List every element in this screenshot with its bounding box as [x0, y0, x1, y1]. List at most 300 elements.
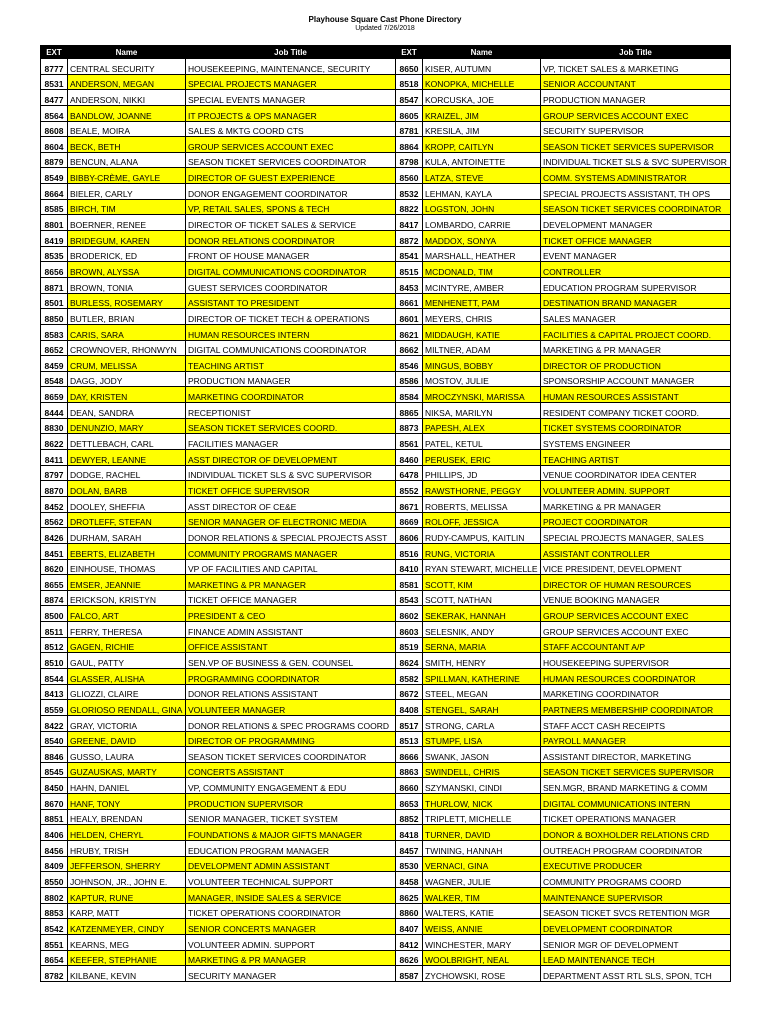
cell-ext-left: 8477	[41, 90, 68, 106]
cell-ext-left: 8871	[41, 277, 68, 293]
cell-title-right: ASSISTANT CONTROLLER	[541, 543, 731, 559]
cell-name-left: BROWN, ALYSSA	[68, 262, 186, 278]
cell-ext-right: 8515	[396, 262, 423, 278]
table-row	[41, 277, 731, 293]
cell-title-right: PRODUCTION MANAGER	[541, 90, 731, 106]
cell-title-right: STAFF ACCOUNTANT A/P	[541, 637, 731, 653]
cell-name-left: KEARNS, MEG	[68, 934, 186, 950]
cell-name-left: DAY, KRISTEN	[68, 387, 186, 403]
cell-name-right: MEYERS, CHRIS	[423, 309, 541, 325]
cell-name-left: HANF, TONY	[68, 794, 186, 810]
cell-name-right: MIDDAUGH, KATIE	[423, 324, 541, 340]
cell-name-left: DETTLEBACH, CARL	[68, 434, 186, 450]
table-row	[41, 215, 731, 231]
cell-title-right: FACILITIES & CAPITAL PROJECT COORD.	[541, 324, 731, 340]
cell-ext-left: 8802	[41, 887, 68, 903]
table-row	[41, 90, 731, 106]
cell-name-right: SCOTT, KIM	[423, 575, 541, 591]
cell-ext-right: 8586	[396, 371, 423, 387]
cell-ext-right: 8412	[396, 934, 423, 950]
table-row	[41, 668, 731, 684]
cell-name-right: WALTERS, KATIE	[423, 903, 541, 919]
cell-name-left: BEALE, MOIRA	[68, 121, 186, 137]
cell-ext-right: 8408	[396, 700, 423, 716]
table-row	[41, 731, 731, 747]
cell-name-left: HELDEN, CHERYL	[68, 825, 186, 841]
cell-name-right: PAPESH, ALEX	[423, 418, 541, 434]
cell-title-left: TICKET OFFICE SUPERVISOR	[186, 481, 396, 497]
cell-name-left: GREENE, DAVID	[68, 731, 186, 747]
table-row	[41, 653, 731, 669]
cell-ext-left: 8870	[41, 481, 68, 497]
cell-title-left: TICKET OPERATIONS COORDINATOR	[186, 903, 396, 919]
cell-title-right: VENUE COORDINATOR IDEA CENTER	[541, 465, 731, 481]
cell-ext-right: 8625	[396, 887, 423, 903]
cell-name-right: SWANK, JASON	[423, 747, 541, 763]
cell-ext-right: 8582	[396, 668, 423, 684]
cell-title-left: DIRECTOR OF TICKET SALES & SERVICE	[186, 215, 396, 231]
cell-ext-right: 8621	[396, 324, 423, 340]
cell-name-right: STENGEL, SARAH	[423, 700, 541, 716]
cell-name-left: EINHOUSE, THOMAS	[68, 559, 186, 575]
cell-title-right: OUTREACH PROGRAM COORDINATOR	[541, 841, 731, 857]
cell-ext-left: 8512	[41, 637, 68, 653]
cell-name-left: BIRCH, TIM	[68, 199, 186, 215]
cell-ext-left: 8531	[41, 74, 68, 90]
cell-name-right: ZYCHOWSKI, ROSE	[423, 966, 541, 982]
cell-name-left: BUTLER, BRIAN	[68, 309, 186, 325]
cell-title-right: SEASON TICKET SVCS RETENTION MGR	[541, 903, 731, 919]
cell-ext-right: 8624	[396, 653, 423, 669]
cell-ext-right: 8671	[396, 496, 423, 512]
cell-title-left: FACILITIES MANAGER	[186, 434, 396, 450]
cell-title-left: HOUSEKEEPING, MAINTENANCE, SECURITY	[186, 59, 396, 75]
cell-name-right: WEISS, ANNIE	[423, 919, 541, 935]
cell-title-right: GROUP SERVICES ACCOUNT EXEC	[541, 622, 731, 638]
cell-ext-left: 8540	[41, 731, 68, 747]
cell-title-right: DIGITAL COMMUNICATIONS INTERN	[541, 794, 731, 810]
cell-ext-left: 8608	[41, 121, 68, 137]
cell-ext-right: 8517	[396, 715, 423, 731]
cell-title-left: GUEST SERVICES COORDINATOR	[186, 277, 396, 293]
cell-title-right: MARKETING & PR MANAGER	[541, 496, 731, 512]
cell-title-right: SPECIAL PROJECTS MANAGER, SALES	[541, 528, 731, 544]
cell-ext-right: 8669	[396, 512, 423, 528]
table-row	[41, 137, 731, 153]
cell-name-left: ANDERSON, NIKKI	[68, 90, 186, 106]
cell-ext-left: 8451	[41, 543, 68, 559]
table-row	[41, 450, 731, 466]
cell-ext-left: 8879	[41, 152, 68, 168]
table-row	[41, 293, 731, 309]
cell-title-left: DIRECTOR OF PROGRAMMING	[186, 731, 396, 747]
table-row	[41, 74, 731, 90]
cell-title-right: TEACHING ARTIST	[541, 450, 731, 466]
cell-title-right: SENIOR MGR OF DEVELOPMENT	[541, 934, 731, 950]
cell-title-right: SEASON TICKET SERVICES COORDINATOR	[541, 199, 731, 215]
cell-ext-right: 8516	[396, 543, 423, 559]
cell-title-right: PROJECT COORDINATOR	[541, 512, 731, 528]
cell-name-right: MENHENETT, PAM	[423, 293, 541, 309]
cell-ext-right: 8672	[396, 684, 423, 700]
cell-name-left: HEALY, BRENDAN	[68, 809, 186, 825]
cell-ext-left: 8450	[41, 778, 68, 794]
cell-title-left: VP, COMMUNITY ENGAGEMENT & EDU	[186, 778, 396, 794]
cell-title-right: GROUP SERVICES ACCOUNT EXEC	[541, 606, 731, 622]
table-row	[41, 575, 731, 591]
cell-title-right: SEASON TICKET SERVICES SUPERVISOR	[541, 762, 731, 778]
cell-ext-left: 8452	[41, 496, 68, 512]
cell-ext-right: 8561	[396, 434, 423, 450]
cell-ext-left: 8664	[41, 184, 68, 200]
cell-name-left: EMSER, JEANNIE	[68, 575, 186, 591]
cell-name-left: DENUNZIO, MARY	[68, 418, 186, 434]
cell-name-right: SMITH, HENRY	[423, 653, 541, 669]
table-row	[41, 559, 731, 575]
cell-ext-right: 8650	[396, 59, 423, 75]
cell-ext-left: 8422	[41, 715, 68, 731]
cell-title-right: PAYROLL MANAGER	[541, 731, 731, 747]
cell-title-left: SPECIAL EVENTS MANAGER	[186, 90, 396, 106]
cell-title-left: SPECIAL PROJECTS MANAGER	[186, 74, 396, 90]
cell-ext-right: 8873	[396, 418, 423, 434]
cell-title-right: TICKET SYSTEMS COORDINATOR	[541, 418, 731, 434]
cell-ext-left: 8777	[41, 59, 68, 75]
cell-name-left: GLIOZZI, CLAIRE	[68, 684, 186, 700]
cell-ext-left: 8604	[41, 137, 68, 153]
cell-name-right: VERNACI, GINA	[423, 856, 541, 872]
cell-title-left: VOLUNTEER ADMIN. SUPPORT	[186, 934, 396, 950]
cell-title-left: COMMUNITY PROGRAMS MANAGER	[186, 543, 396, 559]
cell-title-right: HUMAN RESOURCES ASSISTANT	[541, 387, 731, 403]
cell-title-right: EVENT MANAGER	[541, 246, 731, 262]
cell-name-right: KROPP, CAITLYN	[423, 137, 541, 153]
cell-ext-left: 8652	[41, 340, 68, 356]
cell-ext-left: 8620	[41, 559, 68, 575]
cell-ext-right: 8543	[396, 590, 423, 606]
cell-ext-left: 8406	[41, 825, 68, 841]
cell-ext-right: 8872	[396, 231, 423, 247]
cell-ext-left: 8846	[41, 747, 68, 763]
cell-title-left: SENIOR CONCERTS MANAGER	[186, 919, 396, 935]
cell-title-left: TICKET OFFICE MANAGER	[186, 590, 396, 606]
cell-title-right: GROUP SERVICES ACCOUNT EXEC	[541, 105, 731, 121]
cell-ext-left: 8782	[41, 966, 68, 982]
table-row	[41, 246, 731, 262]
cell-name-right: SELESNIK, ANDY	[423, 622, 541, 638]
cell-title-right: SPECIAL PROJECTS ASSISTANT, TH OPS	[541, 184, 731, 200]
cell-ext-left: 8851	[41, 809, 68, 825]
cell-title-left: VP OF FACILITIES AND CAPITAL	[186, 559, 396, 575]
cell-ext-right: 8601	[396, 309, 423, 325]
cell-title-left: SECURITY MANAGER	[186, 966, 396, 982]
table-row	[41, 418, 731, 434]
table-row	[41, 512, 731, 528]
cell-ext-right: 8458	[396, 872, 423, 888]
table-row	[41, 309, 731, 325]
cell-title-left: DONOR ENGAGEMENT COORDINATOR	[186, 184, 396, 200]
table-row	[41, 387, 731, 403]
cell-ext-left: 8549	[41, 168, 68, 184]
cell-ext-left: 8459	[41, 356, 68, 372]
cell-title-right: ASSISTANT DIRECTOR, MARKETING	[541, 747, 731, 763]
table-row	[41, 59, 731, 75]
table-row	[41, 481, 731, 497]
cell-name-right: SERNA, MARIA	[423, 637, 541, 653]
table-row	[41, 606, 731, 622]
cell-ext-right: 8606	[396, 528, 423, 544]
cell-name-right: MADDOX, SONYA	[423, 231, 541, 247]
cell-title-left: SEASON TICKET SERVICES COORD.	[186, 418, 396, 434]
table-row	[41, 152, 731, 168]
col-header-title-right: Job Title	[541, 46, 731, 59]
table-row	[41, 856, 731, 872]
cell-name-right: LOMBARDO, CARRIE	[423, 215, 541, 231]
cell-name-left: BIBBY-CRÈME, GAYLE	[68, 168, 186, 184]
col-header-title-left: Job Title	[186, 46, 396, 59]
cell-title-right: INDIVIDUAL TICKET SLS & SVC SUPERVISOR	[541, 152, 731, 168]
cell-name-right: SPILLMAN, KATHERINE	[423, 668, 541, 684]
cell-title-right: DEPARTMENT ASST RTL SLS, SPON, TCH	[541, 966, 731, 982]
cell-title-left: PRESIDENT & CEO	[186, 606, 396, 622]
cell-ext-right: 8547	[396, 90, 423, 106]
table-row	[41, 700, 731, 716]
cell-title-left: DIRECTOR OF GUEST EXPERIENCE	[186, 168, 396, 184]
cell-title-left: DONOR RELATIONS COORDINATOR	[186, 231, 396, 247]
cell-name-right: SZYMANSKI, CINDI	[423, 778, 541, 794]
cell-name-right: WOOLBRIGHT, NEAL	[423, 950, 541, 966]
cell-name-left: GAUL, PATTY	[68, 653, 186, 669]
cell-ext-right: 6478	[396, 465, 423, 481]
cell-title-right: DEVELOPMENT MANAGER	[541, 215, 731, 231]
cell-title-right: COMM. SYSTEMS ADMINISTRATOR	[541, 168, 731, 184]
cell-name-left: KAPTUR, RUNE	[68, 887, 186, 903]
cell-ext-right: 8781	[396, 121, 423, 137]
cell-name-left: BIELER, CARLY	[68, 184, 186, 200]
cell-title-right: DESTINATION BRAND MANAGER	[541, 293, 731, 309]
cell-name-left: JEFFERSON, SHERRY	[68, 856, 186, 872]
cell-ext-right: 8661	[396, 293, 423, 309]
cell-name-right: ROBERTS, MELISSA	[423, 496, 541, 512]
cell-ext-left: 8500	[41, 606, 68, 622]
cell-ext-right: 8822	[396, 199, 423, 215]
cell-ext-right: 8602	[396, 606, 423, 622]
cell-title-left: CONCERTS ASSISTANT	[186, 762, 396, 778]
cell-name-right: NIKSA, MARILYN	[423, 403, 541, 419]
cell-name-right: KORCUSKA, JOE	[423, 90, 541, 106]
cell-name-left: GLORIOSO RENDALL, GINA	[68, 700, 186, 716]
table-row	[41, 637, 731, 653]
cell-ext-left: 8562	[41, 512, 68, 528]
cell-title-right: CONTROLLER	[541, 262, 731, 278]
table-row	[41, 966, 731, 982]
cell-title-right: HOUSEKEEPING SUPERVISOR	[541, 653, 731, 669]
table-row	[41, 762, 731, 778]
cell-name-right: KRAIZEL, JIM	[423, 105, 541, 121]
cell-ext-right: 8864	[396, 137, 423, 153]
cell-title-right: DONOR & BOXHOLDER RELATIONS CRD	[541, 825, 731, 841]
cell-name-left: KILBANE, KEVIN	[68, 966, 186, 982]
cell-name-right: SEKERAK, HANNAH	[423, 606, 541, 622]
cell-title-right: RESIDENT COMPANY TICKET COORD.	[541, 403, 731, 419]
cell-title-right: LEAD MAINTENANCE TECH	[541, 950, 731, 966]
cell-ext-right: 8605	[396, 105, 423, 121]
cell-name-right: MROCZYNSKI, MARISSA	[423, 387, 541, 403]
cell-title-right: TICKET OPERATIONS MANAGER	[541, 809, 731, 825]
table-row	[41, 590, 731, 606]
cell-title-left: MARKETING & PR MANAGER	[186, 950, 396, 966]
table-row	[41, 715, 731, 731]
cell-name-left: HAHN, DANIEL	[68, 778, 186, 794]
cell-name-right: LOGSTON, JOHN	[423, 199, 541, 215]
table-row	[41, 841, 731, 857]
cell-ext-right: 8660	[396, 778, 423, 794]
cell-title-left: ASST DIRECTOR OF DEVELOPMENT	[186, 450, 396, 466]
cell-name-right: RUDY-CAMPUS, KAITLIN	[423, 528, 541, 544]
cell-ext-left: 8550	[41, 872, 68, 888]
cell-ext-left: 8801	[41, 215, 68, 231]
cell-ext-left: 8670	[41, 794, 68, 810]
table-row	[41, 528, 731, 544]
table-row	[41, 324, 731, 340]
cell-title-left: INDIVIDUAL TICKET SLS & SVC SUPERVISOR	[186, 465, 396, 481]
cell-title-left: ASST DIRECTOR OF CE&E	[186, 496, 396, 512]
cell-ext-left: 8542	[41, 919, 68, 935]
cell-name-left: DEAN, SANDRA	[68, 403, 186, 419]
cell-title-right: EDUCATION PROGRAM SUPERVISOR	[541, 277, 731, 293]
cell-title-left: MANAGER, INSIDE SALES & SERVICE	[186, 887, 396, 903]
cell-name-right: MARSHALL, HEATHER	[423, 246, 541, 262]
cell-ext-right: 8417	[396, 215, 423, 231]
cell-ext-right: 8410	[396, 559, 423, 575]
cell-name-right: SWINDELL, CHRIS	[423, 762, 541, 778]
table-row	[41, 747, 731, 763]
table-row	[41, 465, 731, 481]
cell-ext-left: 8545	[41, 762, 68, 778]
table-row	[41, 231, 731, 247]
cell-name-right: WAGNER, JULIE	[423, 872, 541, 888]
table-row	[41, 809, 731, 825]
cell-name-right: PERUSEK, ERIC	[423, 450, 541, 466]
cell-name-right: SCOTT, NATHAN	[423, 590, 541, 606]
cell-name-left: CENTRAL SECURITY	[68, 59, 186, 75]
cell-name-right: STEEL, MEGAN	[423, 684, 541, 700]
cell-title-right: DIRECTOR OF PRODUCTION	[541, 356, 731, 372]
table-row	[41, 622, 731, 638]
cell-title-left: GROUP SERVICES ACCOUNT EXEC	[186, 137, 396, 153]
cell-ext-right: 8457	[396, 841, 423, 857]
cell-ext-left: 8544	[41, 668, 68, 684]
cell-ext-right: 8513	[396, 731, 423, 747]
cell-name-left: CROWNOVER, RHONWYN	[68, 340, 186, 356]
cell-ext-left: 8456	[41, 841, 68, 857]
cell-title-right: VP, TICKET SALES & MARKETING	[541, 59, 731, 75]
table-row	[41, 121, 731, 137]
cell-name-right: RAWSTHORNE, PEGGY	[423, 481, 541, 497]
cell-ext-left: 8444	[41, 403, 68, 419]
table-row	[41, 794, 731, 810]
cell-ext-right: 8662	[396, 340, 423, 356]
cell-ext-right: 8603	[396, 622, 423, 638]
cell-ext-left: 8850	[41, 309, 68, 325]
cell-title-right: SECURITY SUPERVISOR	[541, 121, 731, 137]
cell-name-left: FALCO, ART	[68, 606, 186, 622]
col-header-ext-right: EXT	[396, 46, 423, 59]
cell-name-left: DAGG, JODY	[68, 371, 186, 387]
cell-title-left: FOUNDATIONS & MAJOR GIFTS MANAGER	[186, 825, 396, 841]
header-row	[41, 46, 731, 59]
cell-title-left: FRONT OF HOUSE MANAGER	[186, 246, 396, 262]
cell-title-right: DIRECTOR OF HUMAN RESOURCES	[541, 575, 731, 591]
cell-title-left: PRODUCTION MANAGER	[186, 371, 396, 387]
cell-ext-right: 8584	[396, 387, 423, 403]
cell-name-left: CRUM, MELISSA	[68, 356, 186, 372]
cell-ext-right: 8407	[396, 919, 423, 935]
cell-title-right: PARTNERS MEMBERSHIP COORDINATOR	[541, 700, 731, 716]
cell-title-right: DEVELOPMENT COORDINATOR	[541, 919, 731, 935]
cell-ext-right: 8798	[396, 152, 423, 168]
cell-name-right: RUNG, VICTORIA	[423, 543, 541, 559]
cell-title-right: SEASON TICKET SERVICES SUPERVISOR	[541, 137, 731, 153]
cell-name-left: DOLAN, BARB	[68, 481, 186, 497]
cell-ext-left: 8564	[41, 105, 68, 121]
cell-ext-right: 8546	[396, 356, 423, 372]
cell-name-right: RYAN STEWART, MICHELLE	[423, 559, 541, 575]
cell-name-left: GRAY, VICTORIA	[68, 715, 186, 731]
cell-title-right: SPONSORSHIP ACCOUNT MANAGER	[541, 371, 731, 387]
cell-ext-right: 8560	[396, 168, 423, 184]
cell-ext-left: 8874	[41, 590, 68, 606]
cell-name-left: CARIS, SARA	[68, 324, 186, 340]
cell-title-left: DEVELOPMENT ADMIN ASSISTANT	[186, 856, 396, 872]
cell-title-left: VOLUNTEER TECHNICAL SUPPORT	[186, 872, 396, 888]
table-row	[41, 919, 731, 935]
cell-name-left: BROWN, TONIA	[68, 277, 186, 293]
cell-title-right: TICKET OFFICE MANAGER	[541, 231, 731, 247]
table-row	[41, 356, 731, 372]
cell-ext-right: 8453	[396, 277, 423, 293]
cell-ext-right: 8552	[396, 481, 423, 497]
cell-name-left: BRODERICK, ED	[68, 246, 186, 262]
cell-title-right: MAINTENANCE SUPERVISOR	[541, 887, 731, 903]
cell-title-right: VOLUNTEER ADMIN. SUPPORT	[541, 481, 731, 497]
cell-name-right: WINCHESTER, MARY	[423, 934, 541, 950]
table-row	[41, 496, 731, 512]
cell-title-left: DIRECTOR OF TICKET TECH & OPERATIONS	[186, 309, 396, 325]
cell-ext-right: 8541	[396, 246, 423, 262]
table-row	[41, 434, 731, 450]
cell-name-right: MCDONALD, TIM	[423, 262, 541, 278]
cell-ext-right: 8519	[396, 637, 423, 653]
cell-ext-left: 8853	[41, 903, 68, 919]
cell-name-left: BECK, BETH	[68, 137, 186, 153]
cell-title-left: PRODUCTION SUPERVISOR	[186, 794, 396, 810]
table-row	[41, 105, 731, 121]
cell-ext-right: 8666	[396, 747, 423, 763]
cell-name-left: ERICKSON, KRISTYN	[68, 590, 186, 606]
cell-name-right: TRIPLETT, MICHELLE	[423, 809, 541, 825]
cell-name-right: ROLOFF, JESSICA	[423, 512, 541, 528]
page-title: Playhouse Square Cast Phone Directory	[308, 15, 462, 24]
cell-ext-right: 8653	[396, 794, 423, 810]
cell-ext-left: 8585	[41, 199, 68, 215]
table-row	[41, 872, 731, 888]
cell-name-left: EBERTS, ELIZABETH	[68, 543, 186, 559]
cell-ext-left: 8656	[41, 262, 68, 278]
cell-name-right: MCINTYRE, AMBER	[423, 277, 541, 293]
col-header-ext-left: EXT	[41, 46, 68, 59]
cell-name-right: KISER, AUTUMN	[423, 59, 541, 75]
